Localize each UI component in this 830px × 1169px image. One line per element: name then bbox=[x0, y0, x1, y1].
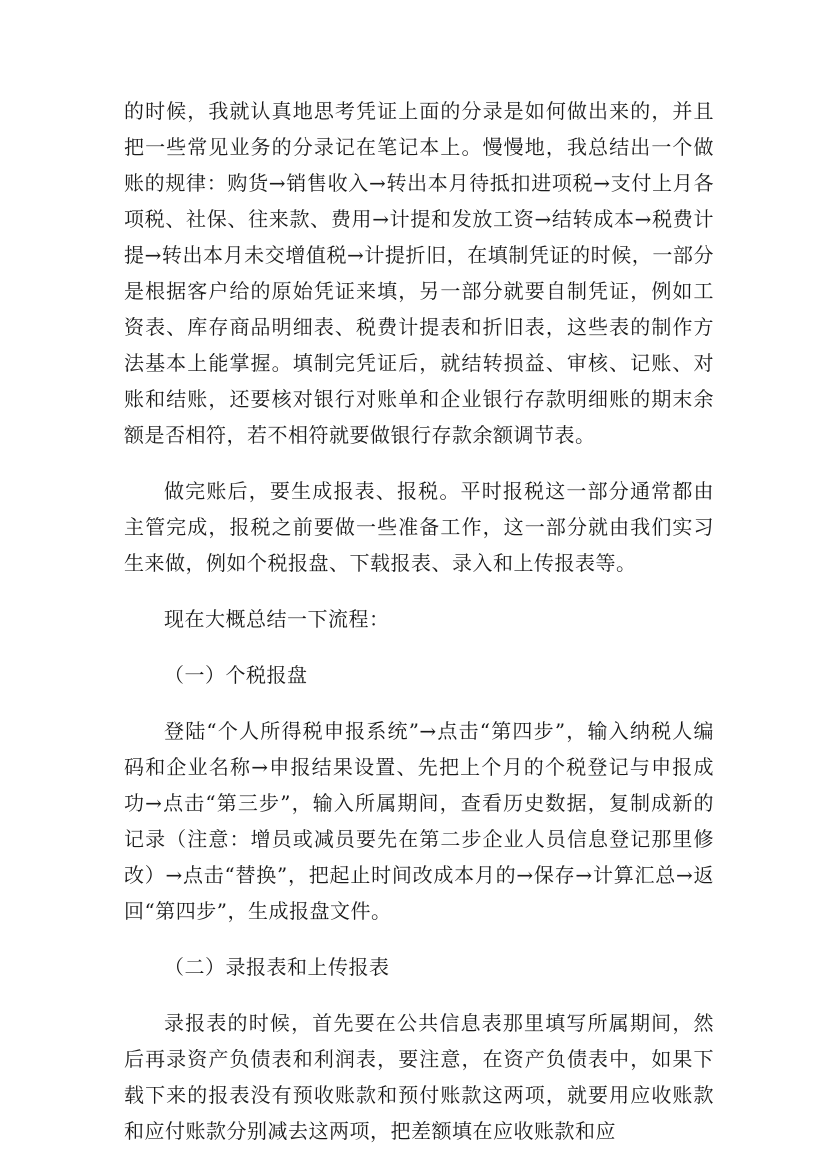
paragraph-reports-and-tax: 做完账后，要生成报表、报税。平时报税这一部分通常都由主管完成，报税之前要做一些准备工作，这一部分就由我们实习生来做，例如个税报盘、下载报表、录入和上传报表等。 bbox=[124, 479, 714, 575]
paragraph-bookkeeping-process: 的时候，我就认真地思考凭证上面的分录是如何做出来的，并且把一些常见业务的分录记在笔记本上。慢慢地，我总结出一个做账的规律：购货→销售收入→转出本月待抵扣进项税→支付上月各项税、社保、往来款、费用→计提和发放工资→结转成本→税费计提→转出本月未交增值税→计提折旧，在填制凭证的时候，一部分是根据客户给的原始凭证来填，另一部分就要自制凭证，例如工资表、库存商品明细表、税费计提表和折旧表，这些表的制作方法基本上能掌握。填制完凭证后，就结转损益、审核、记账、对账和结账，还要核对银行对账单和企业银行存款明细账的期末余额是否相符，若不相符就要做银行存款余额调节表。 bbox=[124, 99, 714, 447]
paragraph-tax-filing-steps: 登陆“个人所得税申报系统”→点击“第四步”，输入纳税人编码和企业名称→申报结果设置、先把上个月的个税登记与申报成功→点击“第三步”，输入所属期间，查看历史数据，复制成新的记录（注意：增员或减员要先在第二步企业人员信息登记那里修改）→点击“替换”，把起止时间改成本月的→保存→计算汇总→返回“第四步”，生成报盘文件。 bbox=[124, 719, 714, 923]
document-body bbox=[124, 93, 714, 1169]
section-heading-tax-filing: （一）个税报盘 bbox=[164, 663, 308, 687]
paragraph-summary-intro: 现在大概总结一下流程： bbox=[164, 607, 390, 631]
paragraph-report-entry: 录报表的时候，首先要在公共信息表那里填写所属期间，然后再录资产负债表和利润表，要注意，在资产负债表中，如果下载下来的报表没有预收账款和预付账款这两项，就要用应收账款和应付账款分别减去这两项，把差额填在应收账款和应 bbox=[124, 1011, 714, 1143]
section-heading-report-upload: （二）录报表和上传报表 bbox=[164, 955, 390, 979]
